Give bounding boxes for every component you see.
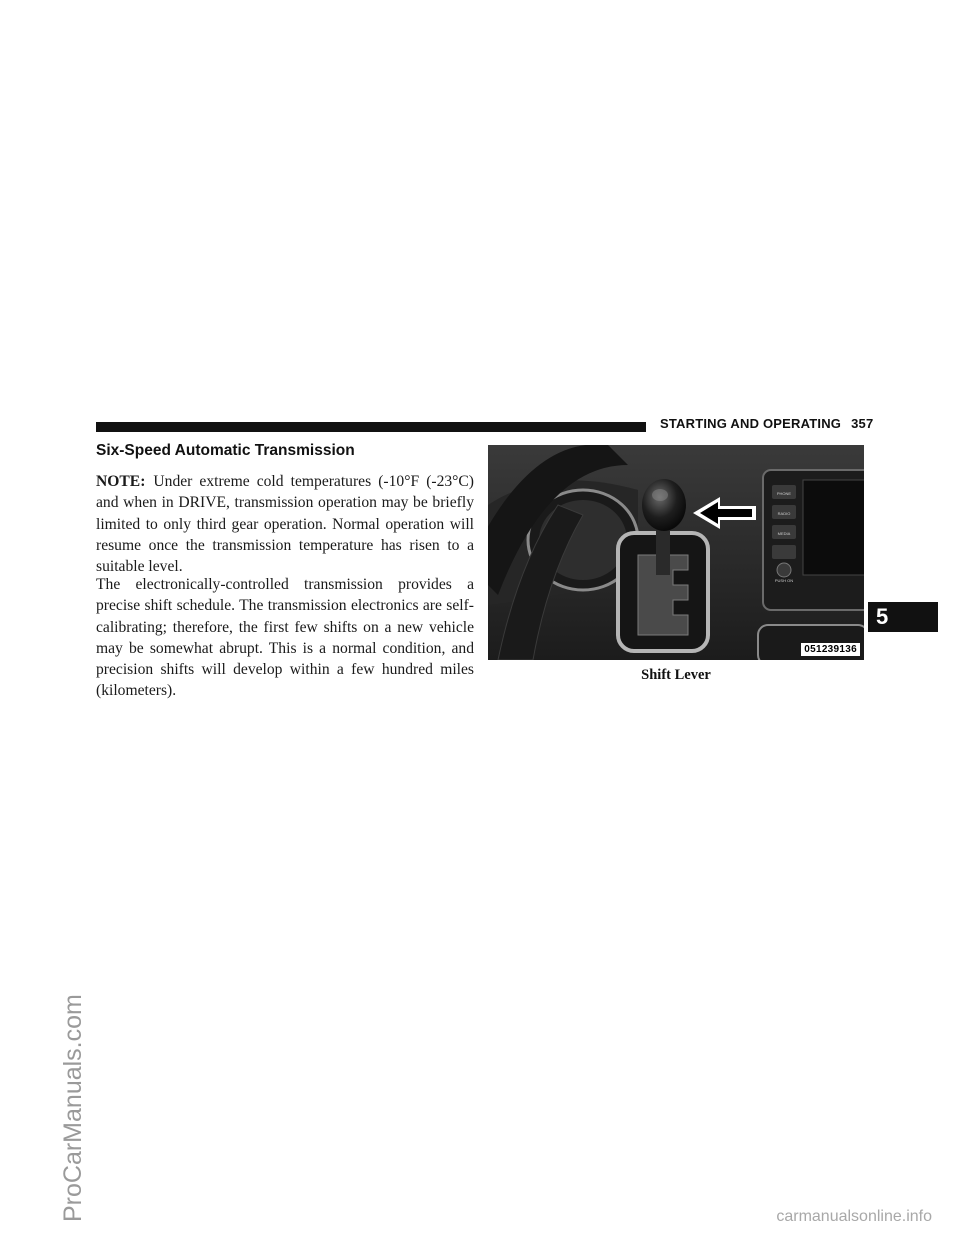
header-rule [96, 422, 646, 432]
button-label: PHONE [776, 491, 792, 496]
shift-lever-photo [488, 445, 864, 660]
button-label: RADIO [777, 511, 791, 516]
button-label: MEDIA [777, 531, 791, 536]
note-label: NOTE: [96, 473, 146, 490]
side-watermark: ProCarManuals.com [59, 994, 87, 1222]
chapter-tab: 5 [868, 602, 938, 632]
running-header [660, 416, 874, 431]
figure-id: 051239136 [801, 643, 860, 656]
body-paragraph: The electronically-controlled transmission provides a precise shift schedule. The transmission electronics are self-calibrating; therefore, the first few shifts on a new vehicle may be somewhat abrupt. This is a normal condition, and precision shifts will develop within a few hundred miles (kilometers). [96, 576, 474, 700]
footer-watermark: carmanualsonline.info [776, 1208, 932, 1225]
dashboard-illustration [488, 445, 864, 660]
note-text: Under extreme cold temperatures (-10°F (-23°C) and when in DRIVE, transmission operation may be briefly limited to only third gear operation. Normal operation will resume once the transmission temperature has risen to a suitable level. [96, 473, 474, 576]
page-number: 357 [851, 416, 874, 431]
button-label: PUSH ON [774, 578, 794, 583]
figure-caption: Shift Lever [641, 667, 711, 683]
section-title: Six-Speed Automatic Transmission [96, 442, 355, 459]
note-paragraph [96, 471, 474, 577]
header-section-title: STARTING AND OPERATING [660, 416, 842, 431]
